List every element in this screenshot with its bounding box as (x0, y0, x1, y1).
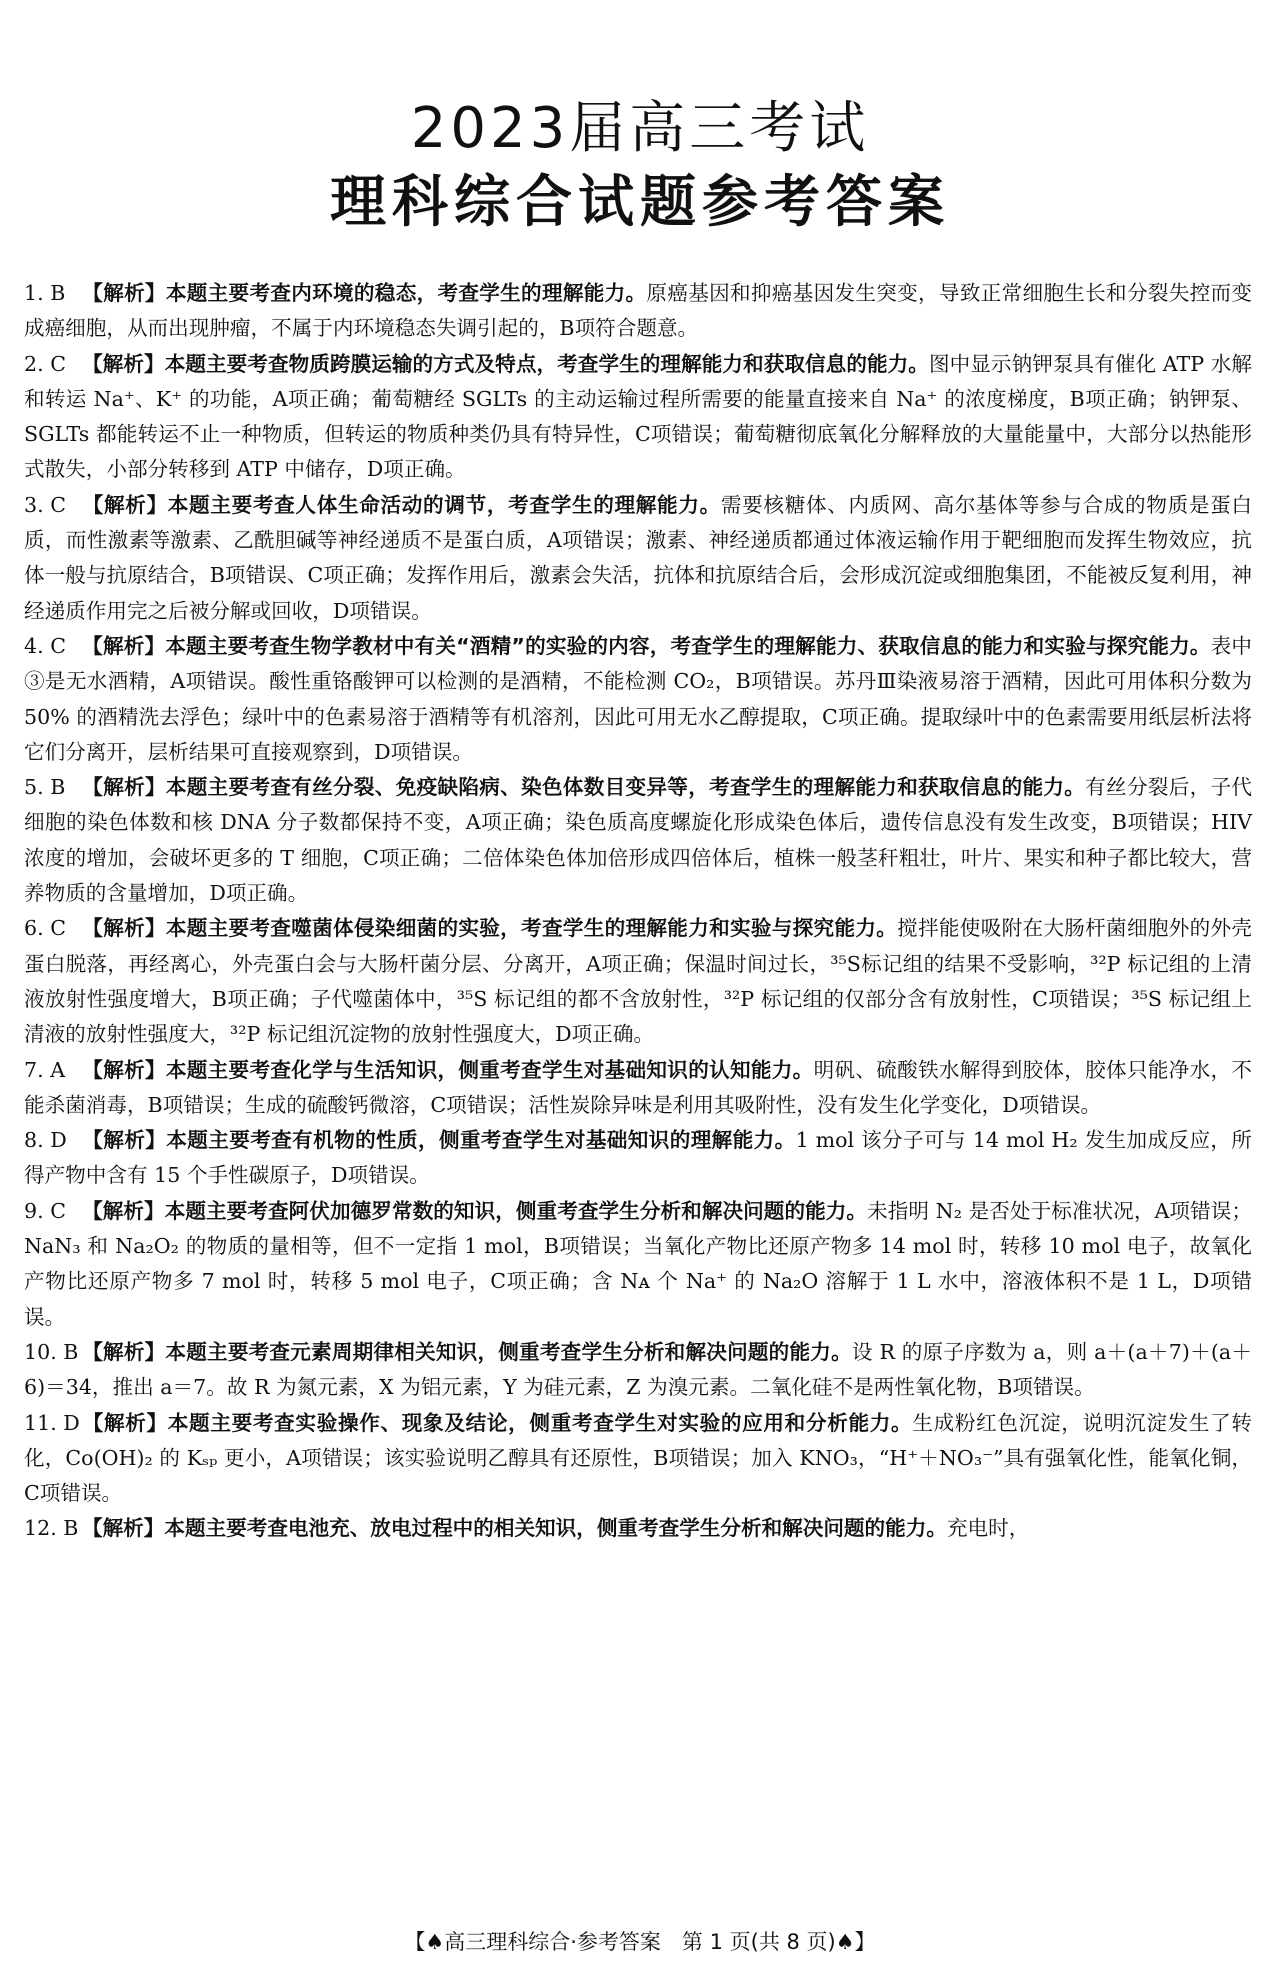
answer-number: 6. C (24, 916, 66, 941)
answer-number: 3. C (24, 492, 66, 517)
answer-number: 7. A (24, 1057, 66, 1082)
answer-body: 需要核糖体、内质网、高尔基体等参与合成的物质是蛋白质，而性激素等激素、乙酰胆碱等神经递质不是蛋白质，A项错误；激素、神经递质都通过体液运输作用于靶细胞而发挥生物效应，抗体一般与抗原结合，B项错误、C项正确；发挥作用后，激素会失活，抗体和抗原结合后，会形成沉淀或细胞集团，不能被反复利用，神经递质作用完之后被分解或回收，D项错误。 (24, 492, 1253, 623)
analysis-tag: 【解析】 (82, 633, 166, 658)
answer-lead: 本题主要考查实验操作、现象及结论，侧重考查学生对实验的应用和分析能力。 (167, 1410, 913, 1435)
answer-lead: 本题主要考查有丝分裂、免疫缺陷病、染色体数目变异等，考查学生的理解能力和获取信息的能力。 (165, 775, 1086, 800)
answer-list (24, 276, 1252, 1547)
answer-item-7 (24, 1053, 1252, 1124)
answer-item-8 (24, 1123, 1252, 1194)
exam-title: 2023届高三考试 (410, 96, 870, 161)
answer-lead: 本题主要考查有机物的性质，侧重考查学生对基础知识的理解能力。 (166, 1128, 796, 1153)
answer-item-12 (24, 1511, 1252, 1546)
analysis-tag: 【解析】 (82, 1516, 165, 1541)
answer-lead: 本题主要考查生物学教材中有关“酒精”的实验的内容，考查学生的理解能力、获取信息的能力和实验与探究能力。 (165, 633, 1211, 658)
answer-body: 表中③是无水酒精，A项错误。酸性重铬酸钾可以检测的是酒精，不能检测 CO₂，B项错误。苏丹Ⅲ染液易溶于酒精，因此可用体积分数为 50% 的酒精洗去浮色；绿叶中的色素易溶于酒精等有机溶剂，因此可用无水乙醇提取，C项正确。提取绿叶中的色素需要用纸层析法将它们分离开，层析结果可直接观察到，D项错误。 (24, 633, 1252, 764)
answer-lead: 本题主要考查电池充、放电过程中的相关知识，侧重考查学生分析和解决问题的能力。 (164, 1516, 947, 1541)
answer-body: 明矾、硫酸铁水解得到胶体，胶体只能净水，不能杀菌消毒，B项错误；生成的硫酸钙微溶，C项错误；活性炭除异味是利用其吸附性，没有发生化学变化，D项错误。 (24, 1057, 1253, 1117)
answer-item-5 (24, 770, 1252, 911)
answer-item-4 (24, 629, 1252, 770)
analysis-tag: 【解析】 (82, 1410, 168, 1435)
answer-number: 4. C (24, 633, 66, 658)
answer-lead: 本题主要考查阿伏加德罗常数的知识，侧重考查学生分析和解决问题的能力。 (164, 1198, 868, 1223)
analysis-tag: 【解析】 (82, 281, 166, 305)
answer-body: 有丝分裂后，子代细胞的染色体数和核 DNA 分子数都保持不变，A项正确；染色质高度螺旋化形成染色体后，遗传信息没有发生改变，B项错误；HIV 浓度的增加，会破坏更多的 T 细胞，C项正确；二倍体染色体加倍形成四倍体后，植株一般茎秆粗壮，叶片、果实和种子都比较大，营养物质的含量增加，D项正确。 (24, 775, 1252, 906)
answer-lead: 本题主要考查化学与生活知识，侧重考查学生对基础知识的认知能力。 (165, 1057, 814, 1082)
answer-body: 搅拌能使吸附在大肠杆菌细胞外的外壳蛋白脱落，再经离心，外壳蛋白会与大肠杆菌分层、分离开，A项正确；保温时间过长，³⁵S标记组的结果不受影响，³²P 标记组的上清液放射性强度增大，B项正确；子代噬菌体中，³⁵S 标记组的都不含放射性，³²P 标记组的仅部分含有放射性，C项错误；³⁵S 标记组上清液的放射性强度大，³²P 标记组沉淀物的放射性强度大，D项正确。 (24, 916, 1253, 1047)
analysis-tag: 【解析】 (82, 775, 166, 800)
answer-lead: 本题主要考查人体生命活动的调节，考查学生的理解能力。 (167, 492, 721, 517)
analysis-tag: 【解析】 (82, 1057, 166, 1082)
analysis-tag: 【解析】 (82, 1128, 167, 1153)
analysis-tag: 【解析】 (82, 1198, 165, 1223)
answer-number: 8. D (24, 1128, 67, 1153)
answer-item-2 (24, 347, 1252, 488)
answer-number: 10. B (24, 1339, 79, 1364)
answer-item-1 (24, 276, 1252, 347)
answer-lead: 本题主要考查噬菌体侵染细菌的实验，考查学生的理解能力和实验与探究能力。 (165, 916, 898, 941)
answer-body: 图中显示钠钾泵具有催化 ATP 水解和转运 Na⁺、K⁺ 的功能，A项正确；葡萄糖经 SGLTs 的主动运输过程所需要的能量直接来自 Na⁺ 的浓度梯度，B项正确；钠钾泵、SGLTs 都能转运不止一种物质，但转运的物质种类仍具有特异性，C项错误；葡萄糖彻底氧化分解释放的大量能量中，大部分以热能形式散失，小部分转移到 ATP 中储存，D项正确。 (24, 351, 1252, 482)
answer-number: 2. C (24, 351, 66, 376)
answer-key-title: 理科综合试题参考答案 (330, 170, 950, 235)
answer-body: 1 mol 该分子可与 14 mol H₂ 发生加成反应，所得产物中含有 15 个手性碳原子，D项错误。 (24, 1128, 1253, 1188)
answer-body: 生成粉红色沉淀，说明沉淀发生了转化，Co(OH)₂ 的 Kₛₚ 更小，A项错误；该实验说明乙醇具有还原性，B项错误；加入 KNO₃，“H⁺＋NO₃⁻”具有强氧化性，能氧化铜，C项错误。 (24, 1410, 1253, 1506)
page-footer: 【♠高三理科综合·参考答案 第 1 页(共 8 页)♠】 (404, 1930, 876, 1954)
answer-number: 11. D (24, 1410, 80, 1435)
answer-number: 12. B (24, 1516, 79, 1541)
answer-body: 未指明 N₂ 是否处于标准状况，A项错误；NaN₃ 和 Na₂O₂ 的物质的量相等，但不一定指 1 mol，B项错误；当氧化产物比还原产物多 14 mol 时，转移 10 mol 电子，故氧化产物比还原产物多 7 mol 时，转移 5 mol 电子，C项正确；含 Nᴀ 个 Na⁺ 的 Na₂O 溶解于 1 L 水中，溶液体积不是 1 L，D项错误。 (24, 1198, 1252, 1329)
answer-lead: 本题主要考查物质跨膜运输的方式及特点，考查学生的理解能力和获取信息的能力。 (164, 351, 929, 376)
answer-number: 1. B (24, 281, 66, 305)
answer-item-10 (24, 1335, 1252, 1406)
answer-lead: 本题主要考查元素周期律相关知识，侧重考查学生分析和解决问题的能力。 (165, 1339, 852, 1364)
analysis-tag: 【解析】 (82, 351, 165, 376)
analysis-tag: 【解析】 (82, 1339, 166, 1364)
answer-item-11 (24, 1406, 1252, 1512)
answer-item-6 (24, 911, 1252, 1052)
answer-item-3 (24, 488, 1252, 629)
answer-lead: 本题主要考查内环境的稳态，考查学生的理解能力。 (165, 281, 647, 305)
analysis-tag: 【解析】 (82, 916, 166, 941)
answer-body: 原癌基因和抑癌基因发生突变，导致正常细胞生长和分裂失控而变成癌细胞，从而出现肿瘤，不属于内环境稳态失调引起的，B项符合题意。 (24, 281, 1253, 341)
answer-body: 设 R 的原子序数为 a，则 a＋(a＋7)＋(a＋6)＝34，推出 a＝7。故 R 为氮元素，X 为铝元素，Y 为硅元素，Z 为溴元素。二氧化硅不是两性氧化物，B项错误。 (24, 1339, 1252, 1400)
answer-item-9 (24, 1194, 1252, 1335)
answer-body: 充电时， (946, 1516, 1030, 1541)
analysis-tag: 【解析】 (82, 492, 168, 517)
answer-number: 9. C (24, 1198, 66, 1223)
answer-number: 5. B (24, 775, 66, 800)
